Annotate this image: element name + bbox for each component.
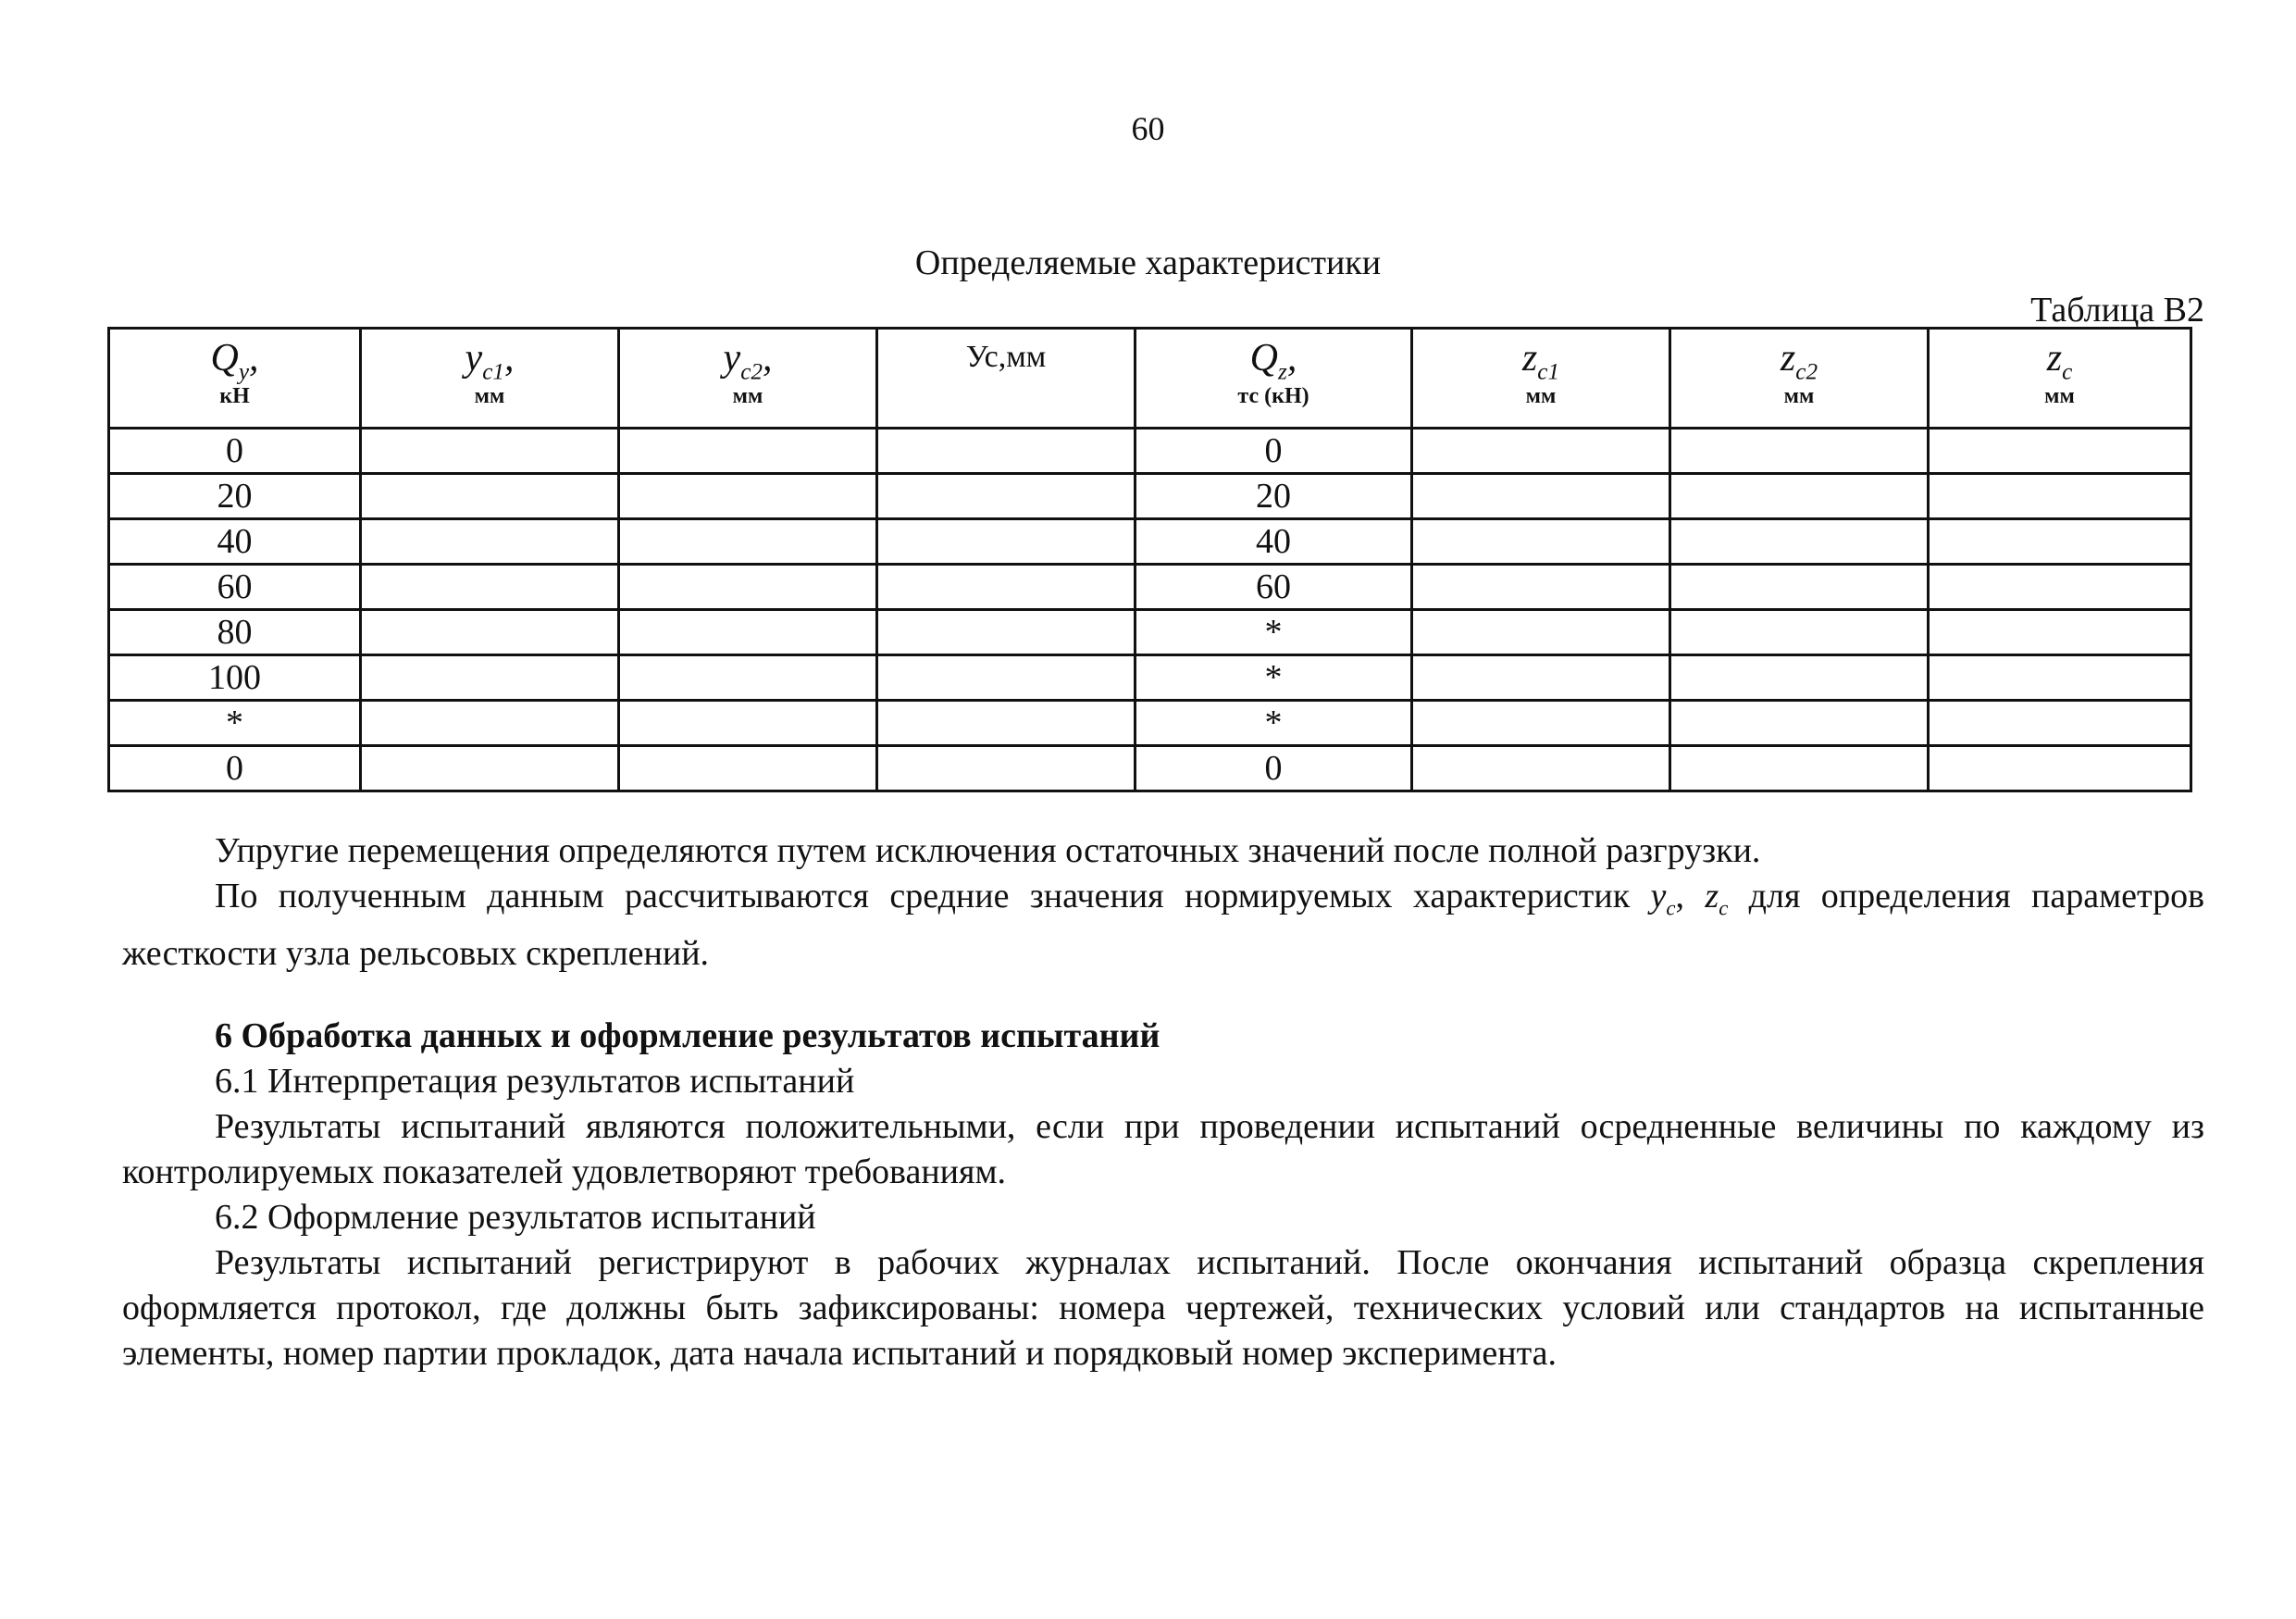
header-qy: $Q_y$, кН (109, 329, 361, 429)
table-header-row (109, 329, 2191, 429)
table-cell (1670, 429, 1929, 474)
table-cell (361, 610, 619, 655)
table-cell (1670, 701, 1929, 746)
header-yc2: $y_{c2}$, мм (619, 329, 877, 429)
table-cell (1412, 565, 1670, 610)
table-row (109, 746, 2191, 791)
table-cell (619, 519, 877, 565)
table-cell (1929, 429, 2191, 474)
table-cell (1412, 474, 1670, 519)
table-cell (1670, 474, 1929, 519)
table-cell (361, 746, 619, 791)
table-cell: 80 (109, 610, 361, 655)
table-row (109, 519, 2191, 565)
section-6-1-text: Результаты испытаний являются положительными, если при проведении испытаний осредненные величины по каждому из контролируемых показателей удовлетворяют требованиям. (122, 1106, 2204, 1191)
table-cell (361, 519, 619, 565)
table-cell (361, 655, 619, 701)
table-cell: 0 (109, 429, 361, 474)
table-cell: 20 (109, 474, 361, 519)
table-cell: 60 (1136, 565, 1412, 610)
table-cell (619, 701, 877, 746)
header-yc1: $y_{c1}$, мм (361, 329, 619, 429)
table-cell: 40 (109, 519, 361, 565)
paragraph-elastic-displacements: Упругие перемещения определяются путем исключения остаточных значений после полной разгрузки. (215, 831, 1761, 870)
table-row (109, 610, 2191, 655)
table-cell (361, 701, 619, 746)
table-cell (1412, 429, 1670, 474)
table-cell (1929, 610, 2191, 655)
table-cell (1929, 519, 2191, 565)
table-cell (361, 565, 619, 610)
table-cell: 40 (1136, 519, 1412, 565)
table-cell (1670, 519, 1929, 565)
table-row (109, 655, 2191, 701)
table-title: Определяемые характеристики (914, 243, 1382, 282)
table-cell: 0 (1136, 429, 1412, 474)
table-cell (1929, 474, 2191, 519)
table-cell (361, 429, 619, 474)
table-cell (1929, 565, 2191, 610)
table-cell: * (1136, 610, 1412, 655)
header-zc2: $z_{c2}$ мм (1670, 329, 1929, 429)
table-cell (1412, 519, 1670, 565)
table-cell (619, 655, 877, 701)
table-body (109, 429, 2191, 791)
table-cell (1670, 655, 1929, 701)
table-cell (1412, 746, 1670, 791)
paragraph-mean-values: По полученным данным рассчитываются средние значения нормируемых характеристик $y_c$, $z_c$ для определения параметров жесткости узла рельсовых скреплений. (122, 877, 2205, 973)
table-row (109, 701, 2191, 746)
table-cell (877, 519, 1136, 565)
table-label: Таблица В2 (2030, 291, 2204, 330)
section-6-1-heading: 6.1 Интерпретация результатов испытаний (215, 1061, 855, 1101)
table-cell (1670, 565, 1929, 610)
table-cell: 100 (109, 655, 361, 701)
table-cell (877, 701, 1136, 746)
table-cell (1929, 701, 2191, 746)
section-6-2-heading: 6.2 Оформление результатов испытаний (215, 1197, 816, 1237)
table-cell: 0 (109, 746, 361, 791)
header-zc1: $z_{c1}$ мм (1412, 329, 1670, 429)
table-cell: 20 (1136, 474, 1412, 519)
characteristics-table (107, 327, 2192, 792)
table-cell: * (1136, 701, 1412, 746)
table-cell (361, 474, 619, 519)
table-cell (877, 655, 1136, 701)
table-cell (1412, 610, 1670, 655)
header-yc: Ус,мм (877, 329, 1136, 429)
table-cell (1929, 655, 2191, 701)
table-row (109, 429, 2191, 474)
table-cell (877, 610, 1136, 655)
table-cell (619, 474, 877, 519)
table-cell (619, 429, 877, 474)
table-cell (619, 565, 877, 610)
table-cell (1412, 701, 1670, 746)
table-cell: * (1136, 655, 1412, 701)
table-row (109, 565, 2191, 610)
table-cell (1929, 746, 2191, 791)
table-cell (877, 429, 1136, 474)
table-row (109, 474, 2191, 519)
table-cell (619, 746, 877, 791)
table-cell: 0 (1136, 746, 1412, 791)
table-cell (619, 610, 877, 655)
table-cell (877, 474, 1136, 519)
header-qz: $Q_z$, тс (кН) (1136, 329, 1412, 429)
section-6-heading: 6 Обработка данных и оформление результатов испытаний (215, 1015, 1160, 1055)
table-cell (877, 746, 1136, 791)
body-text (122, 828, 2204, 1376)
table-cell (877, 565, 1136, 610)
table-cell (1412, 655, 1670, 701)
table-cell: 60 (109, 565, 361, 610)
section-6-2-text: Результаты испытаний регистрируют в рабочих журналах испытаний. После окончания испытаний образца скрепления оформляется протокол, где должны быть зафиксированы: номера чертежей, технических условий или стандартов на испытанные элементы, номер партии прокладок, дата начала испытаний и порядковый номер эксперимента. (122, 1242, 2204, 1373)
page-number: 60 (1131, 110, 1165, 147)
header-zc: $z_c$ мм (1929, 329, 2191, 429)
table-cell (1670, 610, 1929, 655)
table-cell: * (109, 701, 361, 746)
table-cell (1670, 746, 1929, 791)
